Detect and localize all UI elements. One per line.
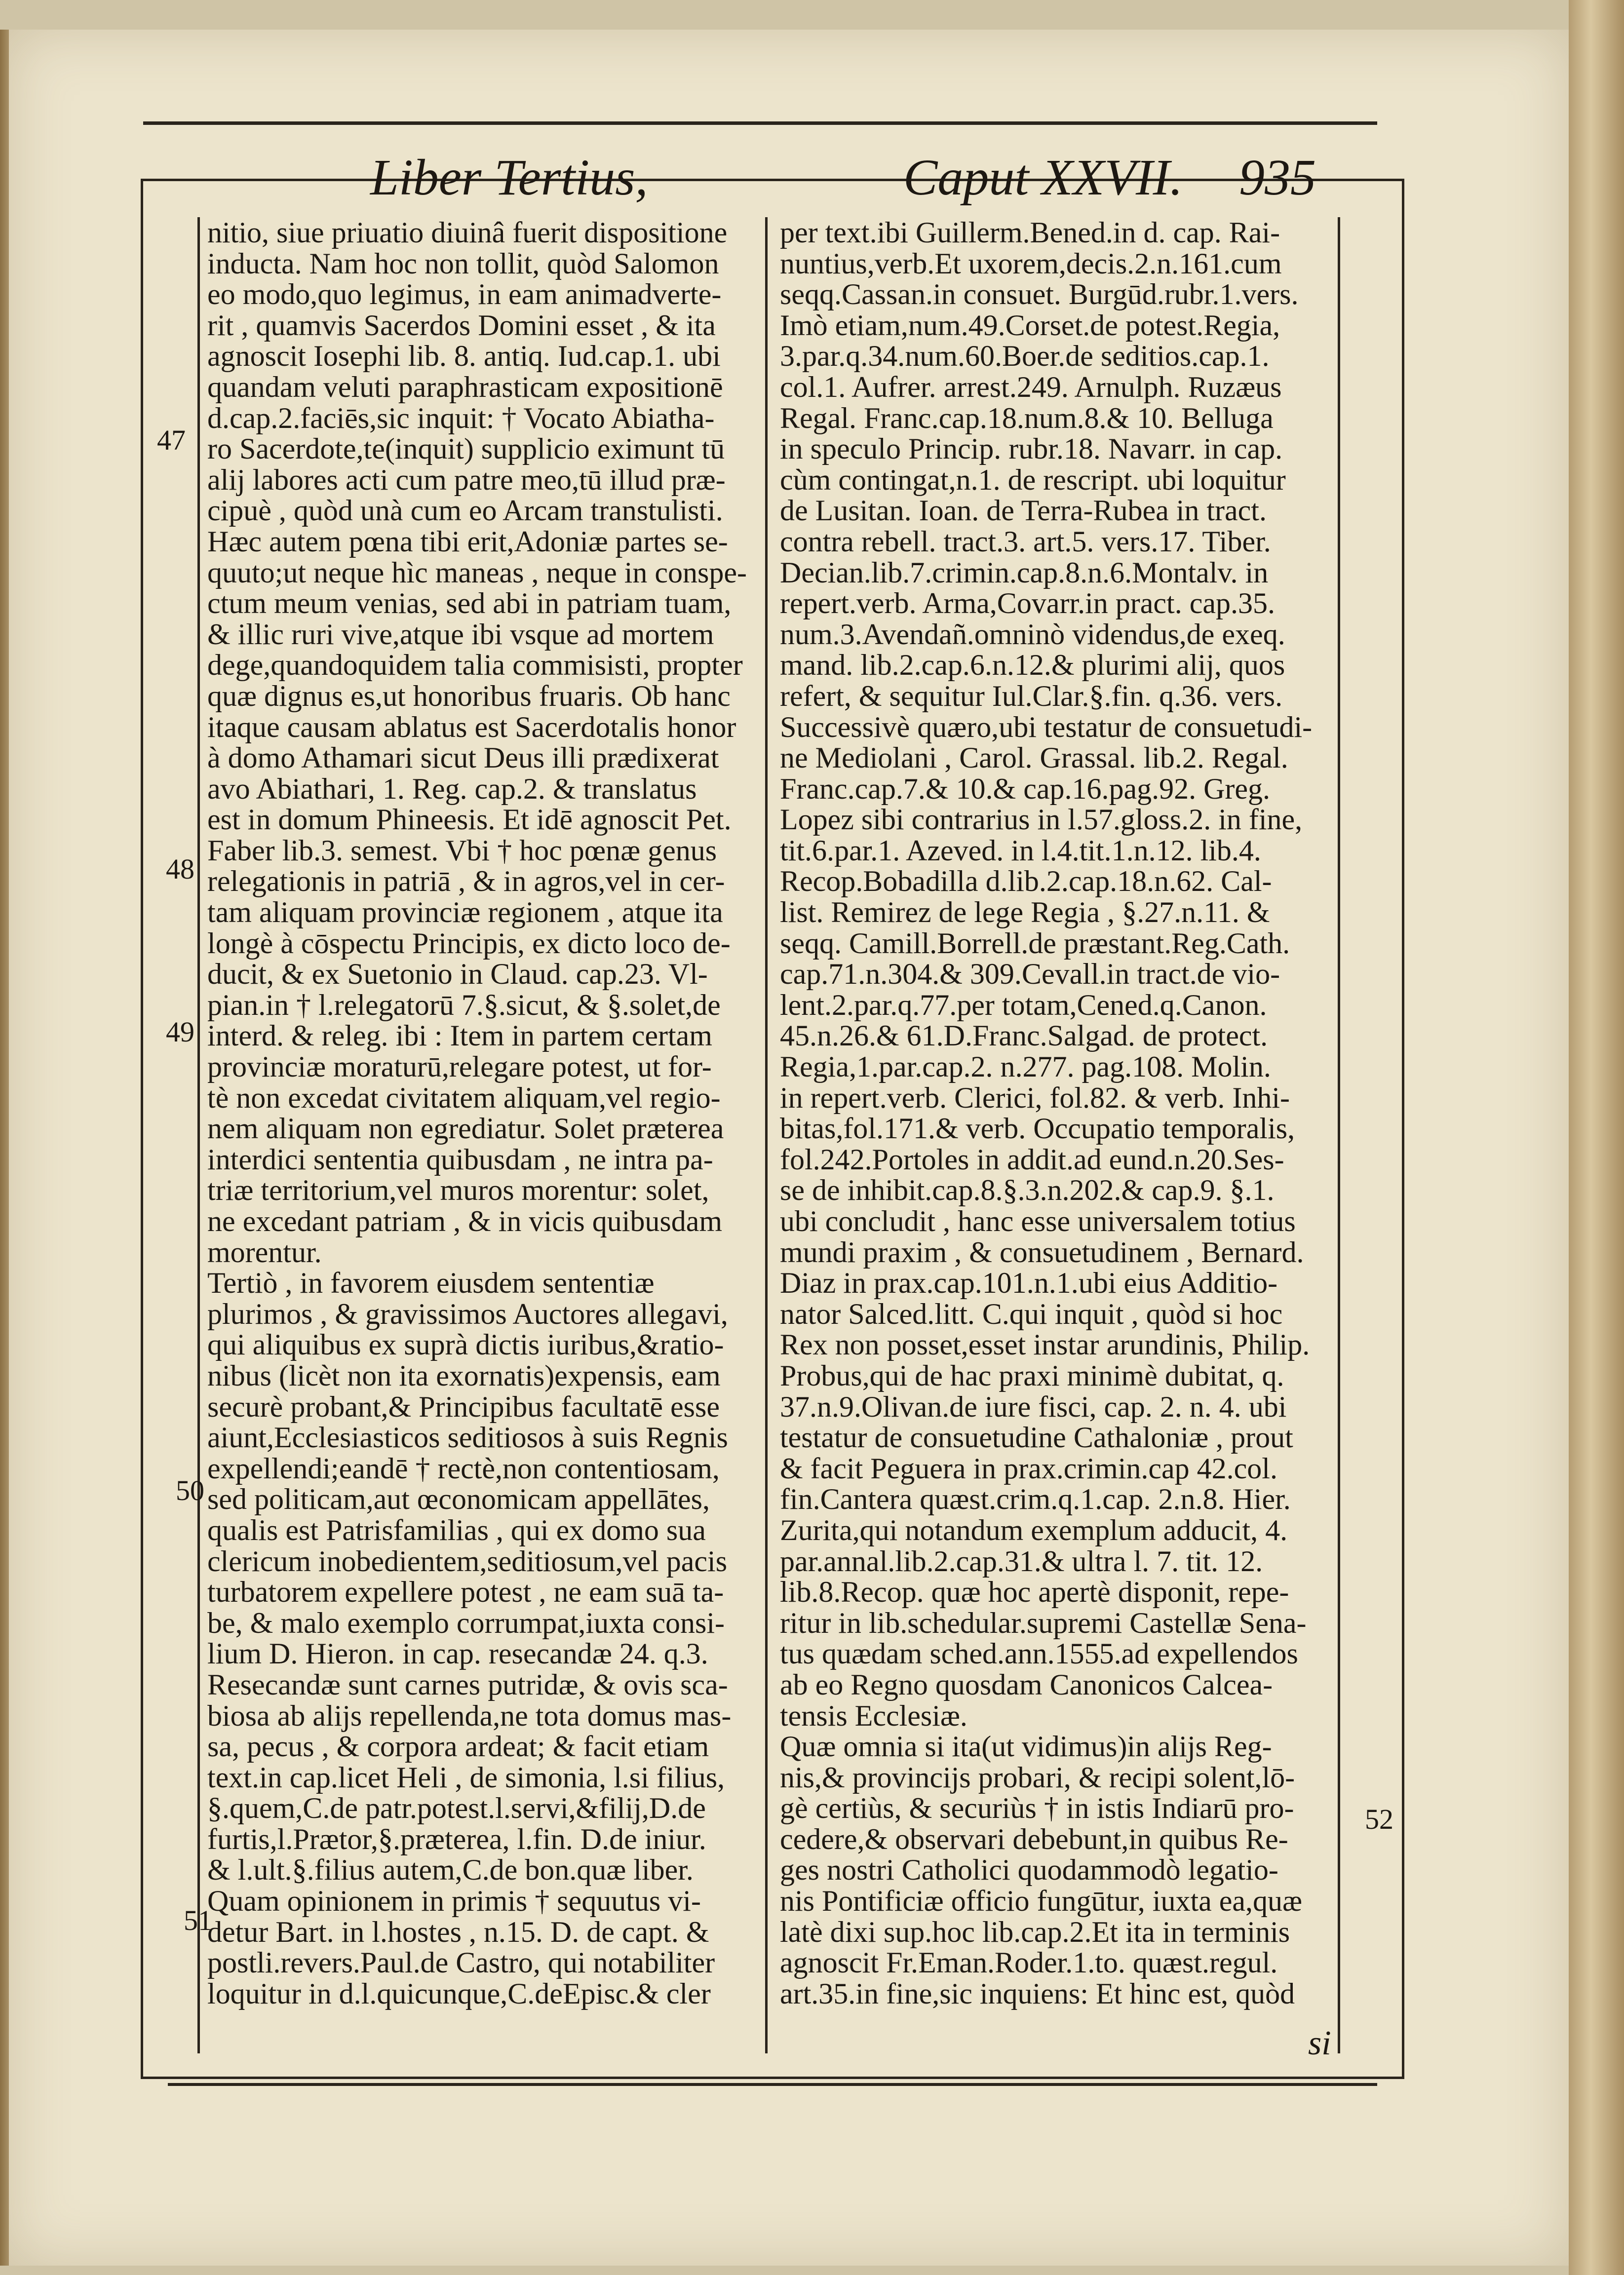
text-line: latè dixi sup.hoc lib.cap.2.Et ita in terminis — [780, 1915, 1290, 1948]
text-line: nem aliquam non egrediatur. Solet præterea — [207, 1112, 724, 1145]
text-line: & illic ruri vive,atque ibi vsque ad mortem — [207, 617, 714, 651]
text-line: bitas,fol.171.& verb. Occupatio temporalis, — [780, 1112, 1295, 1145]
text-line: tam aliquam provinciæ regionem , atque ita — [207, 896, 723, 929]
text-line: qualis est Patrisfamilias , qui ex domo sua — [207, 1513, 706, 1546]
text-line: interd. & releg. ibi : Item in partem certam — [207, 1019, 712, 1052]
text-line: quandam veluti paraphrasticam expositionē — [207, 370, 723, 403]
text-line: Resecandæ sunt carnes putridæ, & ovis sca- — [207, 1668, 728, 1701]
right-text-column — [780, 217, 1330, 2044]
text-line: relegationis in patriā , & in agros,vel in cer- — [207, 865, 725, 898]
text-line: testatur de consuetudine Cathaloniæ , prout — [780, 1421, 1293, 1454]
text-line: ctum meum venias, sed abi in patriam tuam, — [207, 587, 732, 620]
text-line: Quæ omnia si ita(ut vidimus)in alijs Reg- — [780, 1730, 1272, 1763]
text-line: in speculo Princip. rubr.18. Navarr. in cap. — [780, 432, 1283, 465]
text-line: be, & malo exemplo corrumpat,iuxta consi- — [207, 1606, 725, 1639]
text-line: tus quædam sched.ann.1555.ad expellendos — [780, 1637, 1298, 1670]
text-line: agnoscit Fr.Eman.Roder.1.to. quæst.regul. — [780, 1946, 1278, 1979]
running-header-chapter: Caput XXVII. — [903, 149, 1183, 206]
text-line: Zurita,qui notandum exemplum adducit, 4. — [780, 1513, 1288, 1546]
text-line: in repert.verb. Clerici, fol.82. & verb. Inhi- — [780, 1081, 1290, 1114]
text-line: morentur. — [207, 1235, 322, 1269]
margin-number: 52 — [1365, 1803, 1393, 1835]
right-column-rule — [1338, 217, 1340, 2053]
text-line: repert.verb. Arma,Covarr.in pract. cap.35. — [780, 587, 1275, 620]
text-line: interdici sententia quibusdam , ne intra pa- — [207, 1143, 713, 1176]
text-line: cùm contingat,n.1. de rescript. ubi loquitur — [780, 463, 1286, 496]
text-line: mundi praxim , & consuetudinem , Bernard. — [780, 1235, 1304, 1269]
text-line: mand. lib.2.cap.6.n.12.& plurimi alij, quos — [780, 649, 1285, 682]
text-line: d.cap.2.faciēs,sic inquit: † Vocato Abiatha- — [207, 401, 715, 434]
text-line: ne Mediolani , Carol. Grassal. lib.2. Regal. — [780, 741, 1288, 774]
margin-number: 50 — [176, 1474, 204, 1506]
text-line: Lopez sibi contrarius in l.57.gloss.2. in fine, — [780, 803, 1303, 836]
text-line: quæ dignus es,ut honoribus fruaris. Ob hanc — [207, 679, 731, 712]
text-line: lium D. Hieron. in cap. resecandæ 24. q.3. — [207, 1637, 708, 1670]
text-line: per text.ibi Guillerm.Bened.in d. cap. Rai- — [780, 217, 1280, 249]
text-line: 45.n.26.& 61.D.Franc.Salgad. de protect. — [780, 1019, 1268, 1052]
text-line: à domo Athamari sicut Deus illi prædixerat — [207, 741, 719, 774]
running-header-book: Liber Tertius, — [370, 149, 648, 206]
margin-number: 47 — [157, 424, 186, 456]
text-line: pian.in † l.relegatorū 7.§.sicut, & §.solet,de — [207, 988, 721, 1021]
text-line: Regal. Franc.cap.18.num.8.& 10. Belluga — [780, 401, 1274, 434]
text-line: se de inhibit.cap.8.§.3.n.202.& cap.9. §.1. — [780, 1174, 1275, 1207]
text-line: sa, pecus , & corpora ardeat; & facit etiam — [207, 1730, 709, 1763]
text-line: par.annal.lib.2.cap.31.& ultra l. 7. tit. 12. — [780, 1544, 1263, 1578]
column-divider — [765, 217, 768, 2053]
text-line: Faber lib.3. semest. Vbi † hoc pœnæ genus — [207, 834, 717, 867]
text-line: ro Sacerdote,te(inquit) supplicio eximunt tū — [207, 432, 725, 465]
text-line: nator Salced.litt. C.qui inquit , quòd si hoc — [780, 1297, 1283, 1330]
text-line: longè à cōspectu Principis, ex dicto loco de- — [207, 926, 731, 960]
text-line: agnoscit Iosephi lib. 8. antiq. Iud.cap.1. ubi — [207, 340, 721, 373]
text-line: turbatorem expellere potest , ne eam suā ta- — [207, 1576, 724, 1609]
text-line: gè certiùs, & securiùs † in istis Indiarū pro- — [780, 1792, 1294, 1825]
text-line: triæ territorium,vel muros morentur: solet, — [207, 1174, 709, 1207]
text-line: Tertiò , in favorem eiusdem sententiæ — [207, 1267, 655, 1300]
text-line: nitio, siue priuatio diuinâ fuerit dispositione — [207, 217, 728, 249]
text-line: fol.242.Portoles in addit.ad eund.n.20.Ses- — [780, 1143, 1284, 1176]
text-line: clericum inobedientem,seditiosum,vel pacis — [207, 1544, 728, 1578]
left-column-rule — [197, 217, 200, 2053]
text-line: securè probant,& Principibus facultatē esse — [207, 1390, 720, 1423]
text-line: de Lusitan. Ioan. de Terra-Rubea in tract. — [780, 494, 1267, 527]
text-line: itaque causam ablatus est Sacerdotalis honor — [207, 710, 736, 743]
text-line: 3.par.q.34.num.60.Boer.de seditios.cap.1. — [780, 340, 1270, 373]
text-line: ubi concludit , hanc esse universalem totius — [780, 1205, 1296, 1237]
text-line: contra rebell. tract.3. art.5. vers.17. Tiber. — [780, 525, 1271, 558]
text-line: alij labores acti cum patre meo,tū illud præ- — [207, 463, 726, 496]
text-line: nuntius,verb.Et uxorem,decis.2.n.161.cum — [780, 247, 1282, 280]
text-line: tensis Ecclesiæ. — [780, 1699, 967, 1732]
text-line: ne excedant patriam , & in vicis quibusdam — [207, 1205, 723, 1237]
text-line: text.in cap.licet Heli , de simonia, l.si filius, — [207, 1761, 725, 1794]
text-line: seqq. Camill.Borrell.de præstant.Reg.Cath. — [780, 926, 1290, 960]
text-line: inducta. Nam hoc non tollit, quòd Salomon — [207, 247, 719, 280]
text-line: aiunt,Ecclesiasticos seditiosos à suis Regnis — [207, 1421, 728, 1454]
text-line: detur Bart. in l.hostes , n.15. D. de capt. & — [207, 1915, 709, 1948]
text-line: rit , quamvis Sacerdos Domini esset , & ita — [207, 308, 716, 342]
text-line: Franc.cap.7.& 10.& cap.16.pag.92. Greg. — [780, 772, 1271, 805]
text-line: provinciæ moraturū,relegare potest, ut for- — [207, 1050, 712, 1083]
text-line: lib.8.Recop. quæ hoc apertè disponit, repe- — [780, 1576, 1289, 1609]
text-line: 37.n.9.Olivan.de iure fisci, cap. 2. n. 4. ubi — [780, 1390, 1287, 1423]
text-line: tè non excedat civitatem aliquam,vel regio- — [207, 1081, 721, 1114]
margin-number: 49 — [166, 1016, 194, 1048]
text-line: expellendi;eandē † rectè,non contentiosam, — [207, 1452, 720, 1485]
text-line: loquitur in d.l.quicunque,C.deEpisc.& cler — [207, 1977, 711, 2010]
text-line: nis,& provincijs probari, & recipi solent,lō- — [780, 1761, 1295, 1794]
text-line: ducit, & ex Suetonio in Claud. cap.23. Vl- — [207, 958, 708, 991]
text-line: ritur in lib.schedular.supremi Castellæ Sena- — [780, 1606, 1307, 1639]
text-line: §.quem,C.de patr.potest.l.servi,&filij,D.de — [207, 1792, 706, 1825]
text-line: num.3.Avendañ.omninò videndus,de exeq. — [780, 617, 1285, 651]
text-line: cap.71.n.304.& 309.Cevall.in tract.de vio- — [780, 958, 1280, 991]
catchword: si — [1308, 2024, 1331, 2062]
text-line: nibus (licèt non ita exornatis)expensis, eam — [207, 1359, 721, 1392]
page-number: 935 — [1239, 149, 1316, 206]
text-line: refert, & sequitur Iul.Clar.§.fin. q.36. vers. — [780, 679, 1283, 712]
text-line: furtis,l.Prætor,§.præterea, l.fin. D.de iniur. — [207, 1822, 706, 1855]
text-line: Hæc autem pœna tibi erit,Adoniæ partes se- — [207, 525, 728, 558]
left-text-column — [207, 217, 758, 2044]
text-line: ges nostri Catholici quodammodò legatio- — [780, 1853, 1278, 1887]
text-line: ab eo Regno quosdam Canonicos Calcea- — [780, 1668, 1273, 1701]
text-line: Probus,qui de hac praxi minimè dubitat, q. — [780, 1359, 1284, 1392]
text-line: Successivè quæro,ubi testatur de consuetudi- — [780, 710, 1313, 743]
text-line: & l.ult.§.filius autem,C.de bon.quæ liber. — [207, 1853, 694, 1887]
text-line: nis Pontificiæ officio fungūtur, iuxta ea,quæ — [780, 1885, 1303, 1918]
margin-number: 48 — [166, 853, 194, 885]
text-line: eo modo,quo legimus, in eam animadverte- — [207, 278, 722, 311]
text-line: Rex non posset,esset instar arundinis, Philip. — [780, 1328, 1310, 1361]
margin-number: 51 — [184, 1904, 212, 1936]
text-line: cedere,& observari debebunt,in quibus Re- — [780, 1822, 1288, 1855]
text-line: lent.2.par.q.77.per totam,Cened.q.Canon. — [780, 988, 1267, 1021]
text-line: tit.6.par.1. Azeved. in l.4.tit.1.n.12. lib.4. — [780, 834, 1261, 867]
text-line: Regia,1.par.cap.2. n.277. pag.108. Molin. — [780, 1050, 1271, 1083]
bottom-rule — [168, 2083, 1377, 2086]
text-line: list. Remirez de lege Regia , §.27.n.11. & — [780, 896, 1270, 929]
text-line: qui aliquibus ex suprà dictis iuribus,&ratio- — [207, 1328, 724, 1361]
page-right-edge — [1569, 0, 1624, 2275]
text-line: cipuè , quòd unà cum eo Arcam transtulisti. — [207, 494, 723, 527]
text-line: seqq.Cassan.in consuet. Burgūd.rubr.1.vers. — [780, 278, 1299, 311]
text-line: Quam opinionem in primis † sequutus vi- — [207, 1885, 701, 1918]
text-line: Diaz in prax.cap.101.n.1.ubi eius Additio- — [780, 1267, 1278, 1300]
text-line: avo Abiathari, 1. Reg. cap.2. & translatus — [207, 772, 697, 805]
text-line: biosa ab alijs repellenda,ne tota domus mas- — [207, 1699, 732, 1732]
top-rule — [143, 121, 1377, 125]
text-line: sed politicam,aut œconomicam appellātes, — [207, 1483, 710, 1516]
text-line: col.1. Aufrer. arrest.249. Arnulph. Ruzæus — [780, 370, 1282, 403]
text-line: Decian.lib.7.crimin.cap.8.n.6.Montalv. in — [780, 556, 1269, 589]
text-line: art.35.in fine,sic inquiens: Et hinc est, quòd — [780, 1977, 1295, 2010]
text-line: Imò etiam,num.49.Corset.de potest.Regia, — [780, 308, 1280, 342]
text-line: quuto;ut neque hìc maneas , neque in conspe- — [207, 556, 747, 589]
text-line: fin.Cantera quæst.crim.q.1.cap. 2.n.8. Hier. — [780, 1483, 1291, 1516]
text-line: plurimos , & gravissimos Auctores allegavi, — [207, 1297, 728, 1330]
text-line: & facit Peguera in prax.crimin.cap 42.col. — [780, 1452, 1277, 1485]
text-line: dege,quandoquidem talia commisisti, propter — [207, 649, 743, 682]
text-line: est in domum Phineesis. Et idē agnoscit Pet. — [207, 803, 732, 836]
text-line: Recop.Bobadilla d.lib.2.cap.18.n.62. Cal- — [780, 865, 1272, 898]
text-line: postli.revers.Paul.de Castro, qui notabiliter — [207, 1946, 715, 1979]
